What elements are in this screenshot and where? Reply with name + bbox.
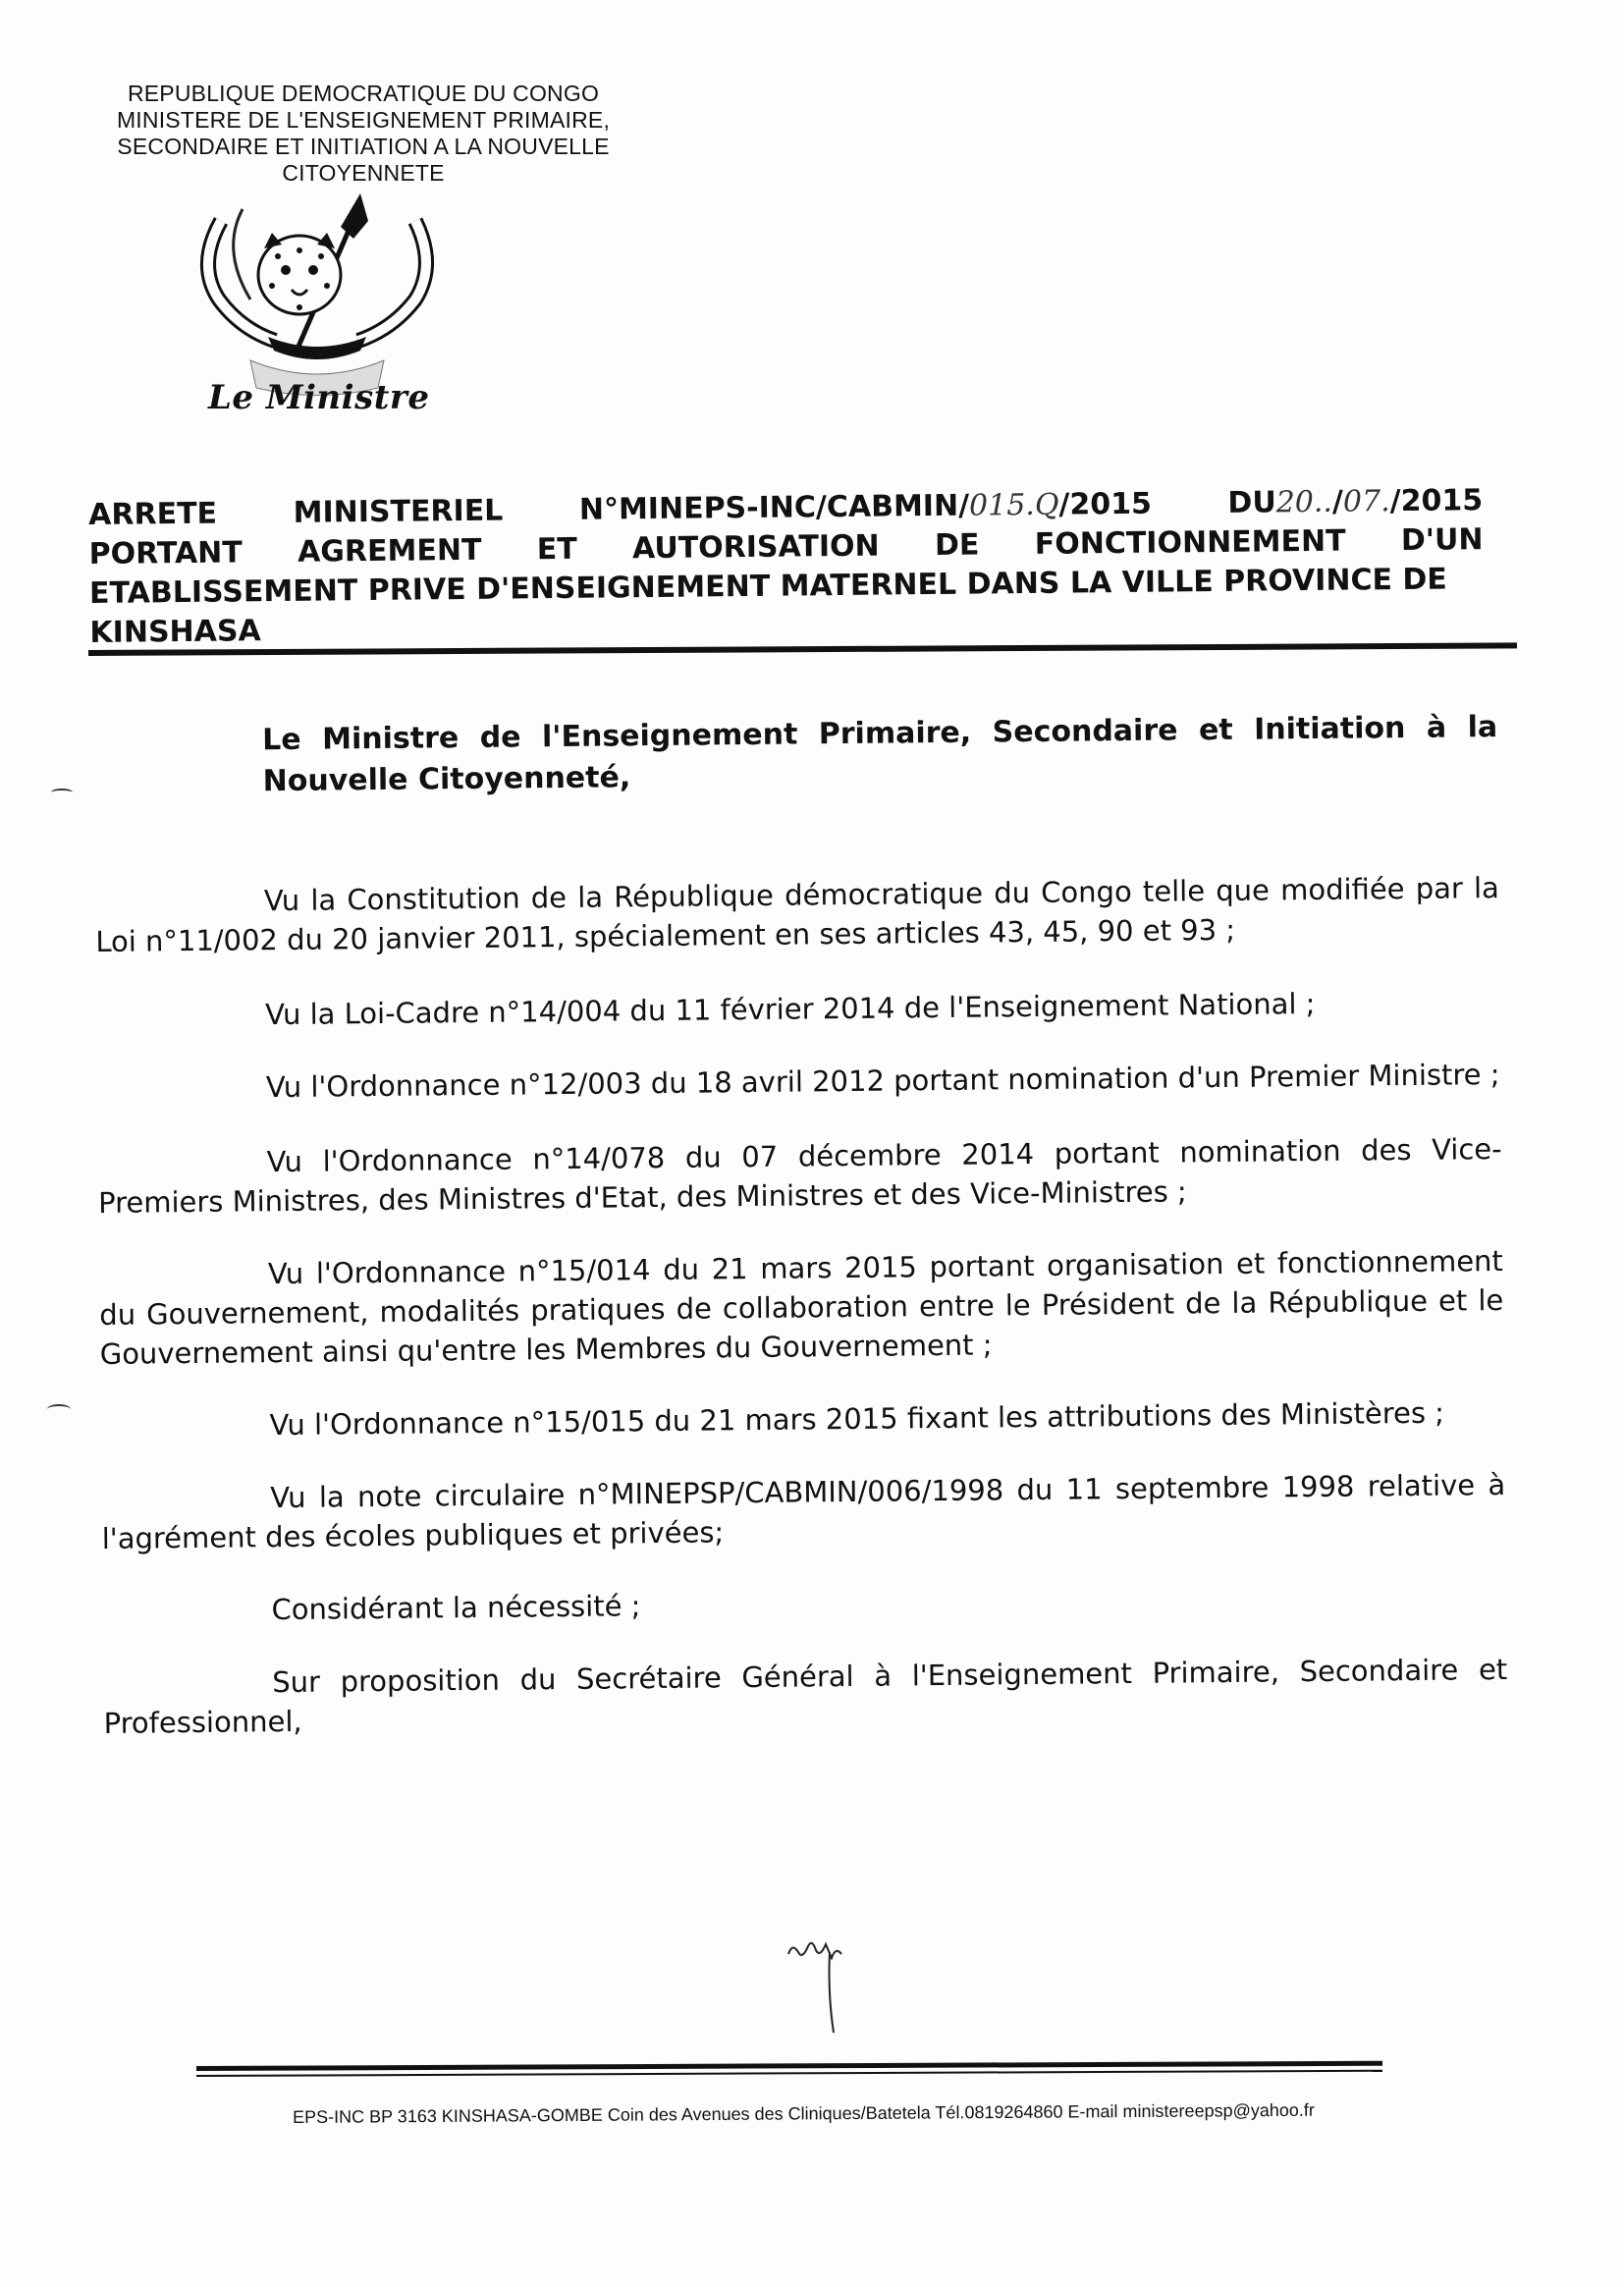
reference-year: /2015 <box>1058 486 1153 522</box>
decree-reference <box>579 485 1152 530</box>
decree-date <box>1227 481 1483 523</box>
letterhead-line-ministry-cont: SECONDAIRE ET INITIATION A LA NOUVELLE <box>117 134 610 159</box>
paraph-signature <box>781 1925 859 2042</box>
handwritten-month: 07. <box>1342 484 1390 519</box>
handwritten-reference-number: 015.Q <box>968 487 1059 523</box>
letterhead-line-country: REPUBLIQUE DEMOCRATIQUE DU CONGO <box>127 81 600 106</box>
recital-ordonnance-attributions: Vu l'Ordonnance n°15/015 du 21 mars 2015 fixant les attributions des Ministères ; <box>269 1395 1445 1443</box>
scan-mark <box>51 789 73 796</box>
coat-of-arms-emblem <box>191 191 437 398</box>
decree-title <box>88 481 1485 653</box>
recital-ordonnance-nomination: Vu l'Ordonnance n°14/078 du 07 décembre 2014 portant nomination des Vice-Premiers Ministres, des Ministres d'Etat, des Ministres et des Vice-Ministres ; <box>97 1132 1502 1220</box>
date-separator: / <box>1331 484 1344 519</box>
recital-constitution: Vu la Constitution de la République démocratique du Congo telle que modifiée par la Loi n°11/002 du 20 janvier 2011, spécialement en ses articles 43, 45, 90 et 93 ; <box>95 871 1500 958</box>
footer-contact: EPS-INC BP 3163 KINSHASA-GOMBE Coin des Avenues des Cliniques/Batetela Tél.0819264860 E-mail ministereepsp@yahoo.fr <box>293 2099 1315 2127</box>
letterhead <box>69 81 658 187</box>
date-prefix: DU <box>1227 485 1276 520</box>
recital-ordonnance-premier-ministre: Vu l'Ordonnance n°12/003 du 18 avril 2012 portant nomination d'un Premier Ministre ; <box>265 1058 1500 1105</box>
title-word: FONCTIONNEMENT <box>1034 523 1346 562</box>
recital-proposition: Sur proposition du Secrétaire Général à l'Enseignement Primaire, Secondaire et Professionnel, <box>103 1652 1508 1740</box>
footer-rule-thick <box>196 2061 1382 2071</box>
title-line-4-text: KINSHASA <box>89 614 261 650</box>
letterhead-line-ministry: MINISTERE DE L'ENSEIGNEMENT PRIMAIRE, <box>116 107 611 133</box>
decree-body <box>93 707 1508 1743</box>
title-word: DE <box>934 527 980 563</box>
letterhead-line-citizenship: CITOYENNETE <box>282 160 445 186</box>
scan-mark <box>47 1404 71 1414</box>
recital-note-circulaire: Vu la note circulaire n°MINEPSP/CABMIN/006/1998 du 11 septembre 1998 relative à l'agrément des écoles publiques et privées; <box>101 1467 1506 1555</box>
recital-considerant: Considérant la nécessité ; <box>271 1589 641 1627</box>
title-word: AUTORISATION <box>631 528 880 567</box>
title-word: D'UN <box>1400 522 1484 559</box>
title-line-3-text: ETABLISSEMENT PRIVE D'ENSEIGNEMENT MATERNEL DANS LA VILLE PROVINCE DE <box>88 562 1447 611</box>
title-word: PORTANT <box>88 535 243 572</box>
title-word: ET <box>536 531 577 568</box>
recital-loi-cadre: Vu la Loi-Cadre n°14/004 du 11 février 2014 de l'Enseignement National ; <box>264 986 1316 1032</box>
date-year: /2015 <box>1389 483 1484 519</box>
title-word: ARRETE <box>88 496 218 532</box>
reference-prefix: N°MINEPS-INC/CABMIN/ <box>578 488 970 527</box>
minister-heading: Le Ministre de l'Enseignement Primaire, Secondaire et Initiation à la Nouvelle Citoyenneté, <box>262 710 1498 799</box>
title-word: MINISTERIEL <box>293 493 504 530</box>
minister-script-label: Le Ministre <box>208 378 430 417</box>
handwritten-day: 20.. <box>1275 484 1333 520</box>
title-word: AGREMENT <box>297 532 482 570</box>
recital-ordonnance-organisation: Vu l'Ordonnance n°15/014 du 21 mars 2015 portant organisation et fonctionnement du Gouvernement, modalités pratiques de collaboration entre le Président de la République et le Gouvernement ainsi qu'entre les Membres du Gouvernement ; <box>99 1243 1504 1371</box>
footer-rule-thin <box>196 2070 1382 2077</box>
